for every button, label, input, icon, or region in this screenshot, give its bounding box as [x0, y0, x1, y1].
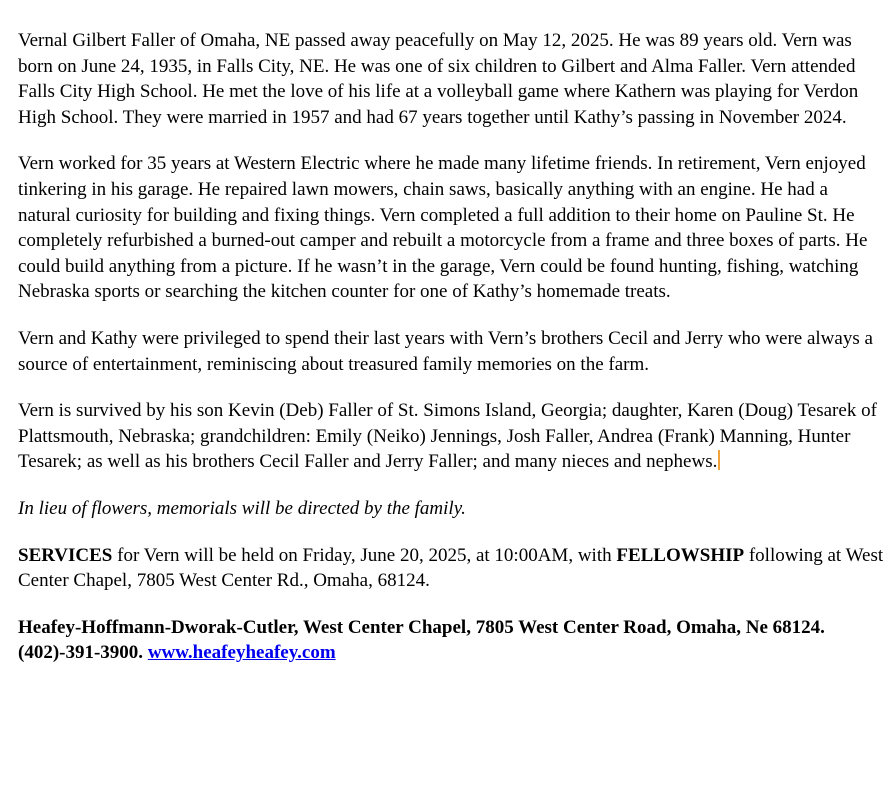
services-paragraph [18, 543, 884, 594]
survivors-text: Vern is survived by his son Kevin (Deb) Faller of St. Simons Island, Georgia; daughter, Karen (Doug) Tesarek of Plattsmouth, Nebraska; grandchildren: Emily (Neiko) Jennings, Josh Faller, Andrea (Frank) Manning, Hunter Tesarek; as well as his brothers Cecil Faller and Jerry Faller; and many nieces and nephews. [18, 400, 877, 473]
fellowship-label: FELLOWSHIP [616, 544, 745, 566]
funeral-home-paragraph [18, 615, 884, 666]
services-text-before: for Vern will be held on Friday, June 20, 2025, at 10:00AM, with [112, 544, 617, 566]
funeral-home-text: Heafey-Hoffmann-Dworak-Cutler, West Center Chapel, 7805 West Center Road, Omaha, Ne 68124. (402)-391-3900. [18, 616, 825, 664]
services-label: SERVICES [18, 544, 113, 566]
services-text-after: following at West Center Chapel, 7805 West Center Rd., Omaha, 68124. [18, 544, 884, 592]
family-memories-paragraph: Vern and Kathy were privileged to spend their last years with Vern’s brothers Cecil and Jerry who were always a source of entertainment, reminiscing about treasured family memories on the farm. [18, 327, 873, 375]
memorials-paragraph: In lieu of flowers, memorials will be directed by the family. [18, 497, 466, 519]
text-cursor [718, 450, 720, 470]
funeral-home-website-link[interactable]: www.heafeyheafey.com [147, 642, 336, 664]
obituary-document [18, 28, 884, 687]
career-paragraph: Vern worked for 35 years at Western Electric where he made many lifetime friends. In retirement, Vern enjoyed tinkering in his garage. He repaired lawn mowers, chain saws, basically anything with an engine. He had a natural curiosity for building and fixing things. Vern completed a full addition to their home on Pauline St. He completely refurbished a burned-out camper and rebuilt a motorcycle from a frame and three boxes of parts. He could build anything from a picture. If he wasn’t in the garage, Vern could be found hunting, fishing, watching Nebraska sports or searching the kitchen counter for one of Kathy’s homemade treats. [18, 153, 868, 303]
intro-paragraph: Vernal Gilbert Faller of Omaha, NE passed away peacefully on May 12, 2025. He was 89 years old. Vern was born on June 24, 1935, in Falls City, NE. He was one of six children to Gilbert and Alma Faller. Vern attended Falls City High School. He met the love of his life at a volleyball game where Kathern was playing for Verdon High School. They were married in 1957 and had 67 years together until Kathy’s passing in November 2024. [18, 30, 859, 128]
survivors-paragraph[interactable] [18, 398, 884, 475]
